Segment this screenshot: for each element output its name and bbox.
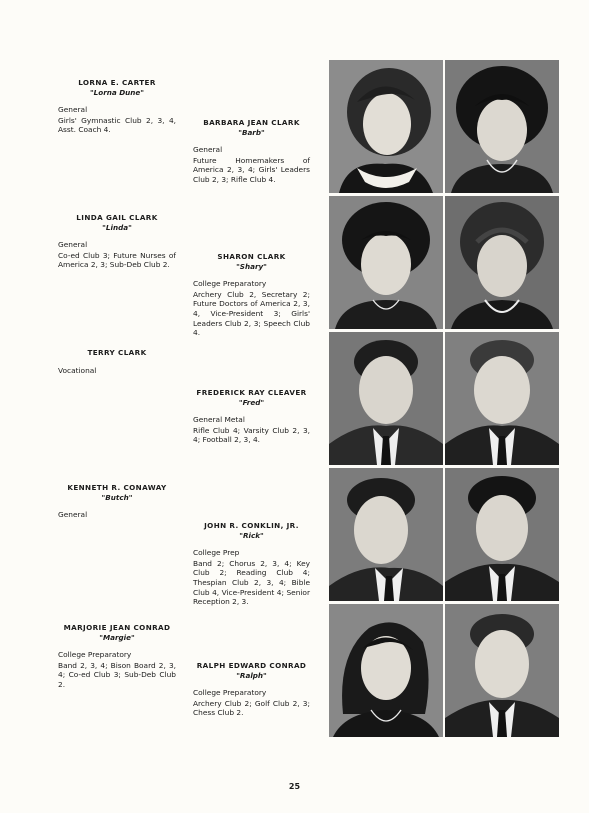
student-nickname: "Barb" [238,127,265,137]
student-nickname: "Ralph" [236,670,267,680]
student-nickname: "Shary" [236,261,267,271]
student-name: BARBARA JEAN CLARK [203,118,300,127]
portrait-lorna-carter [329,60,443,193]
student-nickname: "Linda" [102,222,132,232]
student-activities: Girls' Gymnastic Club 2, 3, 4, Asst. Coach 4. [58,115,176,135]
student-entry-terry-clark [58,348,176,376]
student-name: RALPH EDWARD CONRAD [196,661,307,670]
student-course: General [58,510,88,520]
student-nickname: "Margie" [99,632,135,642]
page-number: 25 [288,782,301,791]
portrait-john-conklin [445,468,559,601]
student-activities: Future Homemakers of America 2, 3, 4; Girls' Leaders Club 2, 3; Rifle Club 4. [193,155,310,184]
student-activities: Band 2; Chorus 2, 3, 4; Key Club 2; Reading Club 4; Thespian Club 2, 3, 4; Bible Club 4, Vice-President 4; Senior Reception 2, 3. [193,558,310,607]
student-name: MARJORIE JEAN CONRAD [63,623,171,632]
portrait-terry-clark [329,332,443,465]
student-entry-lorna-carter [58,78,176,135]
student-activities: Rifle Club 4; Varsity Club 2, 3, 4; Football 2, 3, 4. [193,425,310,445]
portrait-grid [329,60,559,738]
student-name: LORNA E. CARTER [78,78,156,87]
student-activities: Archery Club 2; Golf Club 2, 3; Chess Club 2. [193,698,310,718]
student-entry-frederick-cleaver [193,388,310,445]
student-name: SHARON CLARK [217,252,286,261]
student-course: College Preparatory [193,279,267,289]
student-name: FREDERICK RAY CLEAVER [196,388,307,397]
student-entry-marjorie-conrad [58,623,176,690]
student-entry-ralph-conrad [193,661,310,718]
student-entry-barbara-clark [193,118,310,185]
student-name: TERRY CLARK [87,348,147,357]
student-course: College Prep [193,548,240,558]
portrait-barbara-clark [445,60,559,193]
student-entry-john-conklin [193,521,310,607]
student-name: LINDA GAIL CLARK [76,213,158,222]
student-nickname: "Lorna Dune" [89,87,145,97]
student-entry-sharon-clark [193,252,310,338]
student-nickname: "Rick" [239,530,264,540]
portrait-marjorie-conrad [329,604,443,737]
portrait-linda-clark [329,196,443,329]
student-entry-linda-clark [58,213,176,270]
portrait-frederick-cleaver [445,332,559,465]
portrait-kenneth-conaway [329,468,443,601]
student-activities: Archery Club 2, Secretary 2; Future Doctors of America 2, 3, 4, Vice-President 3; Girls' Leaders Club 2, 3; Speech Club 4. [193,289,310,338]
portrait-sharon-clark [445,196,559,329]
student-name: JOHN R. CONKLIN, JR. [204,521,299,530]
student-activities: Co-ed Club 3; Future Nurses of America 2, 3; Sub-Deb Club 2. [58,250,176,270]
student-name: KENNETH R. CONAWAY [67,483,167,492]
student-course: General [193,145,223,155]
student-nickname: "Fred" [238,397,265,407]
student-course: General Metal [193,415,245,425]
student-course: Vocational [58,365,97,375]
student-entry-kenneth-conaway [58,483,176,521]
student-course: College Preparatory [193,688,267,698]
student-course: College Preparatory [58,650,132,660]
student-course: General [58,105,88,115]
student-activities: Band 2, 3, 4; Bison Board 2, 3, 4; Co-ed Club 3; Sub-Deb Club 2. [58,660,176,689]
student-nickname: "Butch" [101,492,133,502]
student-course: General [58,240,88,250]
portrait-ralph-conrad [445,604,559,737]
